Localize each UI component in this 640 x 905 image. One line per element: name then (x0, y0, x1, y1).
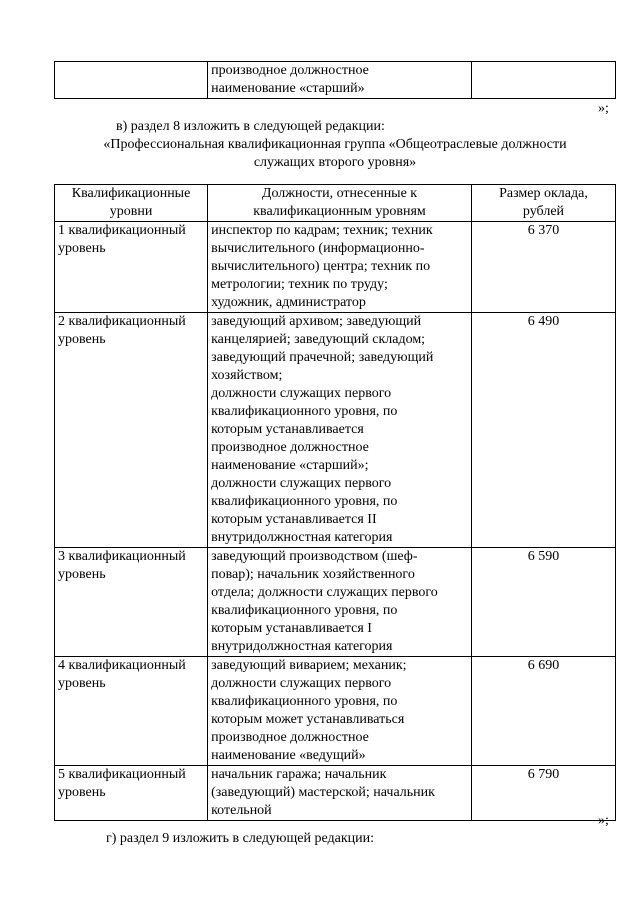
table-cell-positions (208, 62, 472, 99)
cell-line: художник, администратор (211, 295, 366, 310)
table-cell-empty (55, 62, 208, 99)
cell-line: которым устанавливается II (211, 512, 377, 527)
cell-line: уровень (58, 241, 106, 256)
table-row (55, 62, 616, 99)
cell-line: производное должностное (211, 730, 369, 745)
table-header-row (55, 185, 616, 222)
cell-level (55, 548, 208, 657)
cell-line: уровень (58, 785, 106, 800)
cell-line: 4 квалификационный (58, 658, 186, 673)
cell-line: должности служащих первого (211, 476, 392, 491)
header-line: уровни (109, 204, 153, 219)
header-levels (55, 185, 208, 222)
closing-quote: »; (598, 813, 609, 828)
cell-line: вычислительного (информационно- (211, 241, 425, 256)
group-title-line: «Профессиональная квалификационная группа «Общеотраслевые должности (103, 137, 567, 152)
cell-line: вычислительного) центра; техник по (211, 259, 431, 274)
cell-line: внутридолжностная категория (211, 530, 393, 545)
cell-line: 5 квалификационный (58, 767, 186, 782)
cell-line: начальник гаража; начальник (211, 767, 387, 782)
table-row (55, 222, 616, 313)
cell-line: уровень (58, 676, 106, 691)
cell-line: хозяйством; (211, 368, 283, 383)
cell-line: наименование «старший»; (211, 458, 369, 473)
cell-line: которым устанавливается I (211, 621, 372, 636)
header-line: рублей (522, 204, 565, 219)
cell-positions (208, 766, 472, 821)
cell-line: наименование «старший» (211, 81, 365, 96)
header-line: Размер оклада, (499, 186, 588, 201)
cell-line: отдела; должности служащих первого (211, 585, 438, 600)
table-body (55, 222, 616, 821)
group-title (54, 136, 616, 172)
cell-line: квалификационного уровня, по (211, 404, 398, 419)
cell-line: которым может устанавливаться (211, 712, 405, 727)
qualification-table (54, 184, 616, 821)
cell-line: уровень (58, 567, 106, 582)
cell-line: которым устанавливается (211, 422, 364, 437)
table-cell-empty (471, 62, 615, 99)
header-line: Квалификационные (71, 186, 191, 201)
cell-line: должности служащих первого (211, 676, 392, 691)
cell-line: квалификационного уровня, по (211, 603, 398, 618)
cell-line: метрологии; техник по труду; (211, 277, 388, 292)
header-positions (208, 185, 472, 222)
cell-positions (208, 222, 472, 313)
paragraph-section-9: г) раздел 9 изложить в следующей редакции: (106, 831, 374, 846)
cell-line: внутридолжностная категория (211, 639, 393, 654)
cell-line: инспектор по кадрам; техник; техник (211, 223, 433, 238)
cell-level (55, 222, 208, 313)
cell-salary: 6 590 (471, 548, 615, 657)
table-row (55, 548, 616, 657)
group-title-line: служащих второго уровня» (253, 155, 417, 170)
cell-salary: 6 490 (471, 313, 615, 548)
cell-salary: 6 370 (471, 222, 615, 313)
cell-positions (208, 548, 472, 657)
table-row (55, 766, 616, 821)
cell-line: 2 квалификационный (58, 314, 186, 329)
cell-line: 1 квалификационный (58, 223, 186, 238)
cell-level (55, 766, 208, 821)
cell-line: (заведующий) мастерской; начальник (211, 785, 435, 800)
cell-level (55, 657, 208, 766)
cell-line: наименование «ведущий» (211, 748, 366, 763)
table-row (55, 657, 616, 766)
cell-line: заведующий архивом; заведующий (211, 314, 422, 329)
cell-line: производное должностное (211, 440, 369, 455)
header-line: Должности, отнесенные к (261, 186, 418, 201)
cell-positions (208, 313, 472, 548)
cell-line: квалификационного уровня, по (211, 694, 398, 709)
cell-positions (208, 657, 472, 766)
header-line: квалификационным уровням (253, 204, 426, 219)
table-row (55, 313, 616, 548)
cell-line: 3 квалификационный (58, 549, 186, 564)
header-salary (471, 185, 615, 222)
cell-salary: 6 790 (471, 766, 615, 821)
cell-line: заведующий производством (шеф- (211, 549, 418, 564)
cell-line: уровень (58, 332, 106, 347)
previous-table-fragment (54, 61, 616, 99)
cell-line: должности служащих первого (211, 386, 392, 401)
closing-quote: »; (598, 101, 609, 116)
cell-salary: 6 690 (471, 657, 615, 766)
cell-level (55, 313, 208, 548)
cell-line: производное должностное (211, 63, 369, 78)
cell-line: квалификационного уровня, по (211, 494, 398, 509)
cell-line: заведующий виварием; механик; (211, 658, 407, 673)
cell-line: котельной (211, 803, 272, 818)
cell-line: повар); начальник хозяйственного (211, 567, 415, 582)
paragraph-section-8: в) раздел 8 изложить в следующей редакции: (116, 119, 385, 134)
cell-line: заведующий прачечной; заведующий (211, 350, 434, 365)
cell-line: канцелярией; заведующий складом; (211, 332, 426, 347)
